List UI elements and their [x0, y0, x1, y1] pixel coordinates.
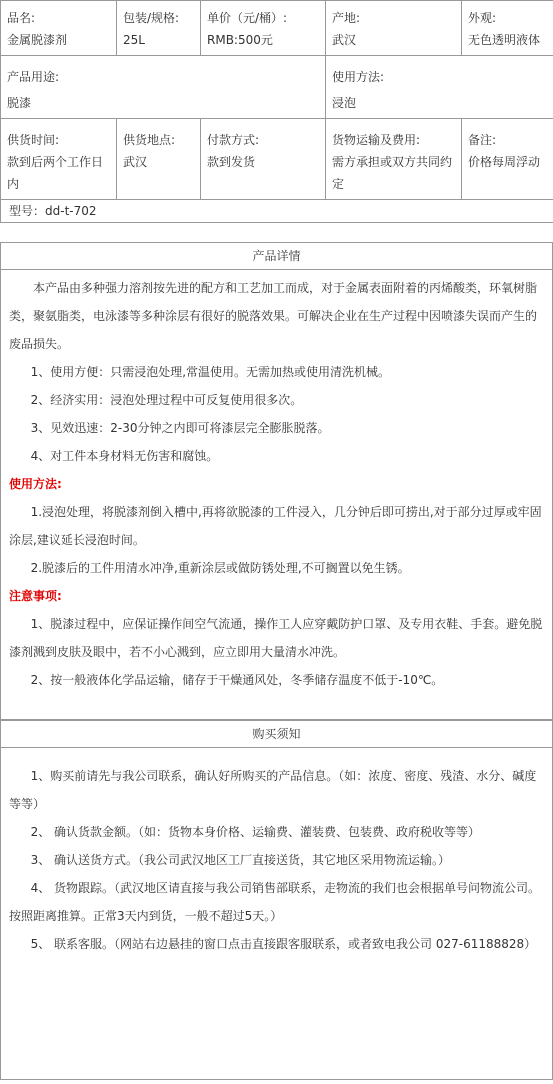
- usage-label: 产品用途:: [7, 70, 60, 84]
- spec-cell-origin: [326, 1, 462, 56]
- feature-point: 1、使用方便：只需浸泡处理,常温使用。无需加热或使用清洗机械。: [30, 365, 391, 379]
- spec-cell-supply-time: [1, 119, 117, 200]
- feature-point: 3、见效迅速：2-30分钟之内即可将漆层完全膨胀脱落。: [30, 421, 330, 435]
- method-step: 2.脱漆后的工件用清水冲净,重新涂层或做防锈处理,不可搁置以免生锈。: [30, 561, 410, 575]
- caution-item: 2、按一般液体化学品运输，储存于干燥通风处，冬季储存温度不低于-10℃。: [30, 673, 444, 687]
- feature-point: 2、经济实用：浸泡处理过程中可反复使用很多次。: [30, 393, 303, 407]
- spec-row-basic: [1, 1, 553, 56]
- spec-cell-appearance: [462, 1, 553, 56]
- method-step: 1.浸泡处理，将脱漆剂倒入槽中,再将欲脱漆的工件浸入，几分钟后即可捞出,对于部分过厚或牢固涂层,建议延长浸泡时间。: [9, 505, 542, 547]
- usage-value: 脱漆: [7, 96, 32, 110]
- caution-item: 1、脱漆过程中，应保证操作间空气流通，操作工人应穿戴防护口罩、及专用衣鞋、手套。避免脱漆剂溅到皮肤及眼中，若不小心溅到，应立即用大量清水冲洗。: [9, 617, 543, 659]
- method-heading: 使用方法:: [9, 477, 62, 491]
- spec-cell-package: [117, 1, 201, 56]
- purchase-item: 5、 联系客服。（网站右边悬挂的窗口点击直接跟客服联系，或者致电我公司 027-61188828）: [30, 937, 537, 951]
- price-label: 单价（元/桶）:: [207, 11, 288, 25]
- spec-cell-payment: [201, 119, 326, 200]
- origin-label: 产地:: [332, 11, 361, 25]
- spec-cell-shipping: [326, 119, 462, 200]
- appearance-value: 无色透明液体: [468, 33, 541, 47]
- spec-cell-model: [1, 200, 553, 223]
- supply-place-label: 供货地点:: [123, 133, 176, 147]
- supply-place-value: 武汉: [123, 155, 148, 169]
- spec-cell-method: [326, 56, 553, 119]
- product-details-title: 产品详情: [1, 243, 552, 270]
- purchase-notes-section: [0, 720, 553, 1080]
- supply-time-label: 供货时间:: [7, 133, 60, 147]
- appearance-label: 外观:: [468, 11, 497, 25]
- price-value: RMB:500元: [207, 33, 273, 47]
- shipping-label: 货物运输及费用:: [332, 133, 421, 147]
- package-value: 25L: [123, 33, 145, 47]
- spec-cell-name: [1, 1, 117, 56]
- product-intro: 本产品由多种强力溶剂按先进的配方和工艺加工而成，对于金属表面附着的丙烯酸类，环氧树脂类，聚氨脂类，电泳漆等多种涂层有很好的脱落效果。可解决企业在生产过程中因喷漆失误而产生的废品损失。: [9, 281, 538, 351]
- method-value: 浸泡: [332, 96, 357, 110]
- payment-value: 款到发货: [207, 155, 256, 169]
- spec-row-usage: [1, 56, 553, 119]
- purchase-notes-title: 购买须知: [1, 721, 552, 748]
- spec-cell-supply-place: [117, 119, 201, 200]
- spec-cell-remark: [462, 119, 553, 200]
- shipping-value: 需方承担或双方共同约定: [332, 155, 453, 191]
- purchase-item: 4、 货物跟踪。（武汉地区请直接与我公司销售部联系，走物流的我们也会根据单号问物流公司。按照距离推算。正常3天内到货，一般不超过5天。）: [9, 881, 541, 923]
- origin-value: 武汉: [332, 33, 357, 47]
- spec-row-supply: [1, 119, 553, 200]
- model-number: 型号：dd-t-702: [9, 204, 97, 218]
- remark-value: 价格每周浮动: [468, 155, 541, 169]
- spec-cell-usage: [1, 56, 326, 119]
- spec-row-model: [1, 200, 553, 223]
- supply-time-value: 款到后两个工作日内: [7, 155, 104, 191]
- caution-heading: 注意事项:: [9, 589, 62, 603]
- method-label: 使用方法:: [332, 70, 385, 84]
- name-value: 金属脱漆剂: [7, 33, 68, 47]
- spec-table: [0, 0, 553, 223]
- remark-label: 备注:: [468, 133, 497, 147]
- package-label: 包装/规格:: [123, 11, 180, 25]
- purchase-item: 3、 确认送货方式。（我公司武汉地区工厂直接送货，其它地区采用物流运输。）: [30, 853, 451, 867]
- name-label: 品名:: [7, 11, 36, 25]
- purchase-item: 1、购买前请先与我公司联系，确认好所购买的产品信息。（如：浓度、密度、残渣、水分、碱度等等）: [9, 769, 537, 811]
- payment-label: 付款方式:: [207, 133, 260, 147]
- product-details-body: [1, 270, 552, 698]
- spec-cell-price: [201, 1, 326, 56]
- feature-point: 4、对工件本身材料无伤害和腐蚀。: [30, 449, 219, 463]
- purchase-notes-body: [1, 748, 552, 962]
- purchase-item: 2、 确认货款金额。（如：货物本身价格、运输费、灌装费、包装费、政府税收等等）: [30, 825, 481, 839]
- product-details-section: [0, 242, 553, 720]
